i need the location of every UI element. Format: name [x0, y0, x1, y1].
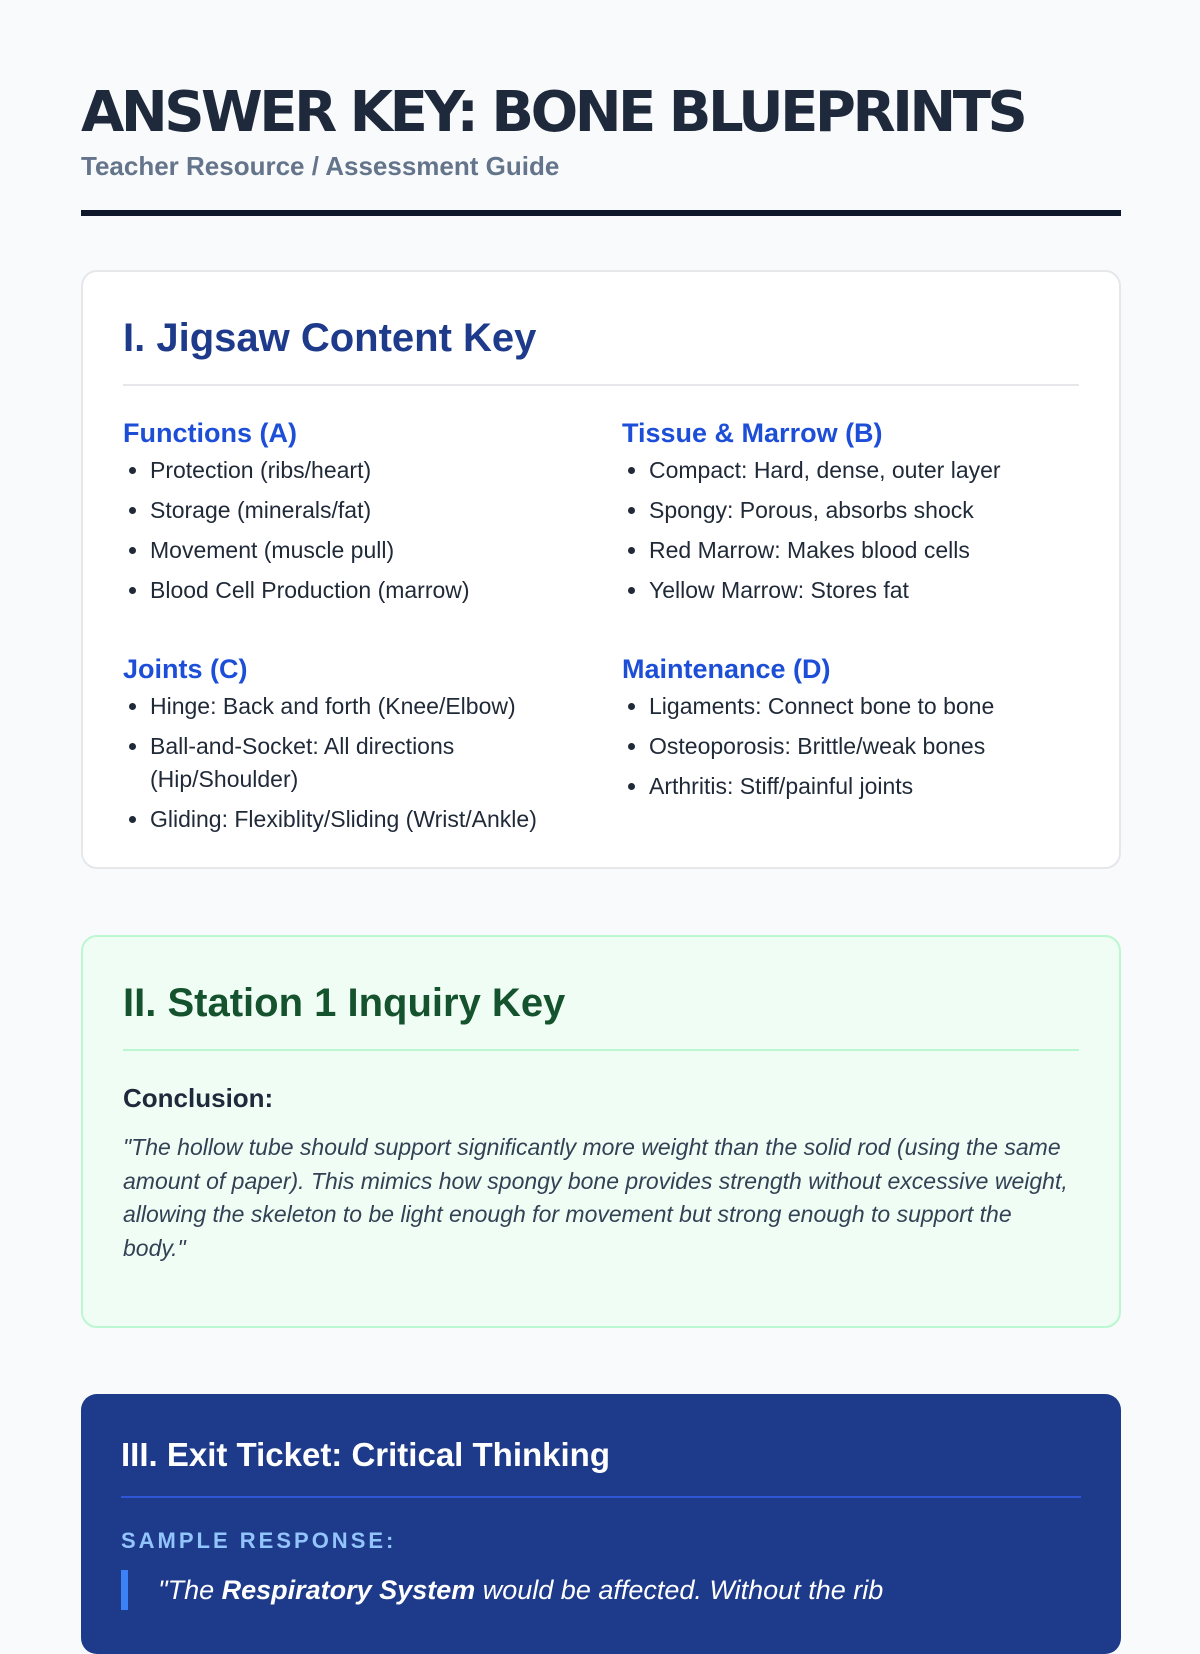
- section-title-exit-ticket: III. Exit Ticket: Critical Thinking: [121, 1432, 1081, 1498]
- content-key-grid: [123, 416, 1079, 843]
- list-item: • Blood Cell Production (marrow): [150, 574, 582, 607]
- group-list: [123, 690, 582, 836]
- list-item: • Ligaments: Connect bone to bone: [649, 690, 1081, 723]
- conclusion-text: "The hollow tube should support significantly more weight than the solid rod (using the same amount of paper). This mimics how spongy bone provides strength without excessive weight, allowing the skeleton to be light enough for movement but strong enough to support the body.": [123, 1134, 1068, 1261]
- section-title-jigsaw: I. Jigsaw Content Key: [123, 310, 1079, 386]
- station-inquiry-key-card: [81, 935, 1121, 1328]
- group-heading: Functions (A): [123, 418, 297, 448]
- group-list: [123, 454, 582, 607]
- list-item: • Movement (muscle pull): [150, 534, 582, 567]
- page-subtitle: Teacher Resource / Assessment Guide: [81, 151, 560, 181]
- list-item: • Ball-and-Socket: All directions (Hip/Shoulder): [150, 730, 582, 796]
- section-title-station: II. Station 1 Inquiry Key: [123, 975, 1079, 1051]
- group-list: [622, 690, 1081, 803]
- group-joints: [123, 652, 582, 843]
- list-item: • Gliding: Flexiblity/Sliding (Wrist/Ankle): [150, 803, 582, 836]
- sample-response-quote: [121, 1570, 1081, 1610]
- sample-response-label: SAMPLE RESPONSE:: [121, 1528, 397, 1553]
- list-item: • Protection (ribs/heart): [150, 454, 582, 487]
- exit-ticket-card: [81, 1394, 1121, 1654]
- list-item: • Red Marrow: Makes blood cells: [649, 534, 1081, 567]
- group-tissue-marrow: [622, 416, 1081, 614]
- group-heading: Maintenance (D): [622, 654, 831, 684]
- quote-prefix: "The: [158, 1575, 222, 1605]
- quote-emphasis: Respiratory System: [221, 1575, 476, 1605]
- page-title: ANSWER KEY: BONE BLUEPRINTS: [81, 80, 1025, 145]
- header-divider: [81, 210, 1121, 216]
- list-item: • Yellow Marrow: Stores fat: [649, 574, 1081, 607]
- group-functions: [123, 416, 582, 614]
- list-item: • Hinge: Back and forth (Knee/Elbow): [150, 690, 582, 723]
- conclusion-label: Conclusion:: [123, 1083, 274, 1113]
- group-list: [622, 454, 1081, 607]
- group-maintenance: [622, 652, 1081, 843]
- list-item: • Spongy: Porous, absorbs shock: [649, 494, 1081, 527]
- group-heading: Tissue & Marrow (B): [622, 418, 883, 448]
- list-item: • Storage (minerals/fat): [150, 494, 582, 527]
- jigsaw-content-key-card: [81, 270, 1121, 869]
- group-heading: Joints (C): [123, 654, 248, 684]
- list-item: • Arthritis: Stiff/painful joints: [649, 770, 1081, 803]
- answer-key-page: [81, 0, 1121, 1654]
- list-item: • Compact: Hard, dense, outer layer: [649, 454, 1081, 487]
- list-item: • Osteoporosis: Brittle/weak bones: [649, 730, 1081, 763]
- quote-rest: would be affected. Without the rib: [475, 1575, 884, 1605]
- page-header: [81, 0, 1121, 216]
